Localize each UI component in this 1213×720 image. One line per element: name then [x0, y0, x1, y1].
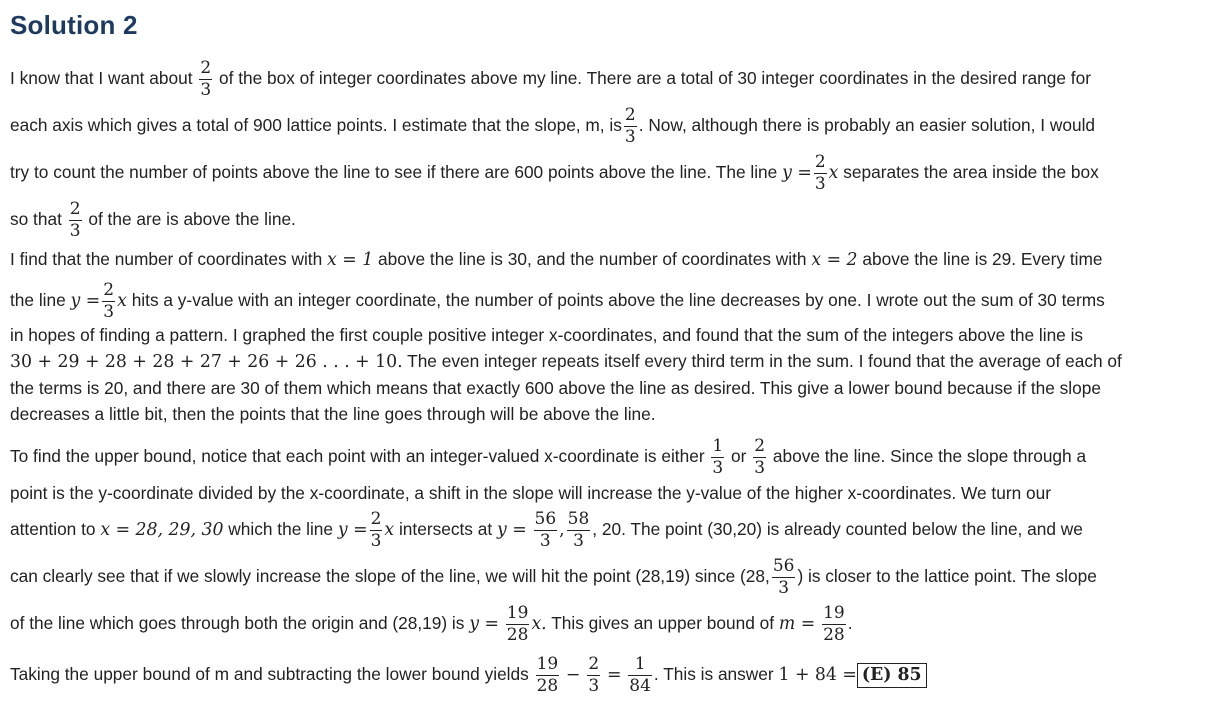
p2-text: the line — [10, 290, 66, 310]
fraction — [199, 57, 212, 100]
p1-text: . Now, although there is probably an easier solution, I would — [638, 115, 1096, 135]
math-expression: x = 2 — [811, 250, 858, 270]
math-expression: , — [559, 520, 565, 540]
fraction-numerator: 19 — [536, 653, 559, 674]
p1-text: separates the area inside the box — [843, 162, 1099, 182]
fraction — [772, 555, 796, 598]
math-expression: = — [606, 665, 622, 685]
p1-line-2 — [10, 102, 1203, 149]
fraction-numerator: 2 — [814, 151, 826, 172]
fraction-numerator: 56 — [772, 555, 795, 576]
fraction-numerator: 2 — [588, 653, 600, 674]
fraction-denominator: 3 — [200, 79, 212, 100]
fraction-denominator: 28 — [536, 675, 559, 696]
paragraph-4 — [10, 651, 1203, 698]
math-expression: x — [384, 520, 395, 540]
fraction-denominator: 3 — [539, 530, 551, 551]
fraction-numerator: 2 — [200, 57, 212, 78]
math-expression: 1 + 84 = — [778, 665, 857, 685]
fraction-denominator: 3 — [370, 530, 382, 551]
p3-line-2: point is the y-coordinate divided by the x-coordinate, a shift in the slope will increase the y-value of the higher x-coordinates. We turn our — [10, 483, 1051, 503]
p3-line-1 — [10, 433, 1203, 480]
math-expression: y = — [70, 291, 101, 311]
fraction-denominator: 3 — [588, 675, 600, 696]
p1-text: so that — [10, 209, 62, 229]
p3-text: ) is closer to the lattice point. The slope — [797, 566, 1097, 586]
math-expression: − — [566, 665, 581, 685]
fraction — [711, 435, 724, 478]
fraction-denominator: 3 — [103, 301, 115, 322]
fraction — [534, 508, 558, 551]
p2-line-1 — [10, 240, 1203, 279]
p2-text: I find that the number of coordinates with — [10, 249, 323, 269]
p3-line-4 — [10, 553, 1203, 600]
fraction — [506, 602, 530, 645]
math-expression: m = — [778, 614, 816, 634]
p2-line-6: decreases a little bit, then the points that the line goes through will be above the line. — [10, 404, 656, 424]
p3-text: above the line. Since the slope through a — [772, 446, 1087, 466]
fraction-denominator: 3 — [69, 220, 81, 241]
fraction-denominator: 3 — [624, 126, 636, 147]
p2-text: above the line is 30, and the number of coordinates with — [378, 249, 807, 269]
fraction — [567, 508, 591, 551]
math-expression: x — [828, 163, 839, 183]
solution-heading: Solution 2 — [10, 10, 138, 40]
p4-text: . This is answer — [653, 664, 774, 684]
p2-text: The even integer repeats itself every third term in the sum. I found that the average of each of — [407, 351, 1122, 371]
fraction — [624, 104, 637, 147]
fraction-denominator: 28 — [823, 624, 845, 645]
p2-line-3: in hopes of finding a pattern. I graphed the first couple positive integer x-coordinates, and found that the sum of the integers above the line is — [10, 325, 1084, 345]
fraction-numerator: 19 — [506, 602, 529, 623]
fraction-numerator: 2 — [754, 435, 766, 456]
p1-line-4 — [10, 196, 1203, 243]
p4-line-1 — [10, 651, 1203, 698]
fraction — [753, 435, 766, 478]
fraction — [814, 151, 827, 194]
fraction — [822, 602, 846, 645]
fraction-numerator: 56 — [534, 508, 557, 529]
math-expression: 30 + 29 + 28 + 28 + 27 + 26 + 26 . . . + 10. — [10, 352, 403, 372]
math-expression: y = — [496, 520, 527, 540]
fraction-numerator: 2 — [103, 279, 115, 300]
paragraph-1 — [10, 55, 1203, 243]
p1-text: I know that I want about — [10, 68, 193, 88]
p3-line-3 — [10, 506, 1203, 553]
math-expression: x = 1 — [327, 250, 374, 270]
paragraph-3 — [10, 433, 1203, 647]
fraction-numerator: 1 — [634, 653, 646, 674]
fraction — [536, 653, 560, 696]
fraction-numerator: 2 — [370, 508, 382, 529]
p3-text: To find the upper bound, notice that each point with an integer-valued x-coordinate is either — [10, 446, 705, 466]
p2-line-2 — [10, 279, 1203, 322]
paragraph-2 — [10, 240, 1203, 427]
fraction — [102, 279, 115, 322]
fraction-denominator: 84 — [629, 675, 651, 696]
math-expression: x — [117, 291, 127, 311]
fraction — [69, 198, 82, 241]
p2-text: above the line is 29. Every time — [862, 249, 1103, 269]
fraction — [628, 653, 652, 696]
fraction-numerator: 1 — [712, 435, 724, 456]
fraction-numerator: 2 — [69, 198, 81, 219]
fraction — [370, 508, 383, 551]
p3-text: can clearly see that if we slowly increase the slope of the line, we will hit the point (28,19) since (28, — [10, 566, 770, 586]
fraction-numerator: 58 — [567, 508, 590, 529]
p3-text: intersects at — [398, 519, 493, 539]
math-expression: y = — [782, 163, 812, 183]
fraction — [587, 653, 600, 696]
p1-line-1 — [10, 55, 1203, 102]
fraction-denominator: 3 — [814, 173, 826, 194]
p3-text: This gives an upper bound of — [551, 613, 775, 633]
p3-text: , 20. The point (30,20) is already counted below the line, and we — [592, 519, 1083, 539]
math-expression: y = — [469, 614, 499, 634]
p1-text: of the are is above the line. — [88, 209, 296, 229]
fraction-numerator: 19 — [823, 602, 845, 623]
fraction-denominator: 28 — [506, 624, 529, 645]
p3-text: . — [847, 613, 853, 633]
p2-line-4 — [10, 348, 1203, 375]
fraction-denominator: 3 — [712, 457, 724, 478]
p2-text: hits a y-value with an integer coordinate, the number of points above the line decreases by one. I wrote out the sum of 30 terms — [131, 290, 1105, 310]
p3-text: or — [731, 446, 747, 466]
p3-text: which the line — [228, 519, 334, 539]
p4-text: Taking the upper bound of m and subtracting the lower bound yields — [10, 664, 529, 684]
p3-text: attention to — [10, 519, 96, 539]
answer-box: (E) 85 — [857, 663, 927, 688]
math-expression: y = — [337, 520, 368, 540]
fraction-denominator: 3 — [778, 577, 790, 598]
fraction-denominator: 3 — [573, 530, 584, 551]
fraction-numerator: 2 — [624, 104, 636, 125]
p1-text: each axis which gives a total of 900 lattice points. I estimate that the slope, m, is — [10, 115, 622, 135]
p1-text: of the box of integer coordinates above my line. There are a total of 30 integer coordinates in the desired range for — [218, 68, 1091, 88]
p1-line-3 — [10, 149, 1203, 196]
p2-line-5: the terms is 20, and there are 30 of them which means that exactly 600 above the line as desired. This give a lower bound because if the slope — [10, 378, 1101, 398]
p3-text: of the line which goes through both the origin and (28,19) is — [10, 613, 465, 633]
math-expression: x. — [531, 614, 547, 634]
p3-line-5 — [10, 600, 1203, 647]
fraction-denominator: 3 — [754, 457, 766, 478]
p1-text: try to count the number of points above the line to see if there are 600 points above the line. The line — [10, 162, 778, 182]
math-expression: x = 28, 29, 30 — [100, 520, 224, 540]
